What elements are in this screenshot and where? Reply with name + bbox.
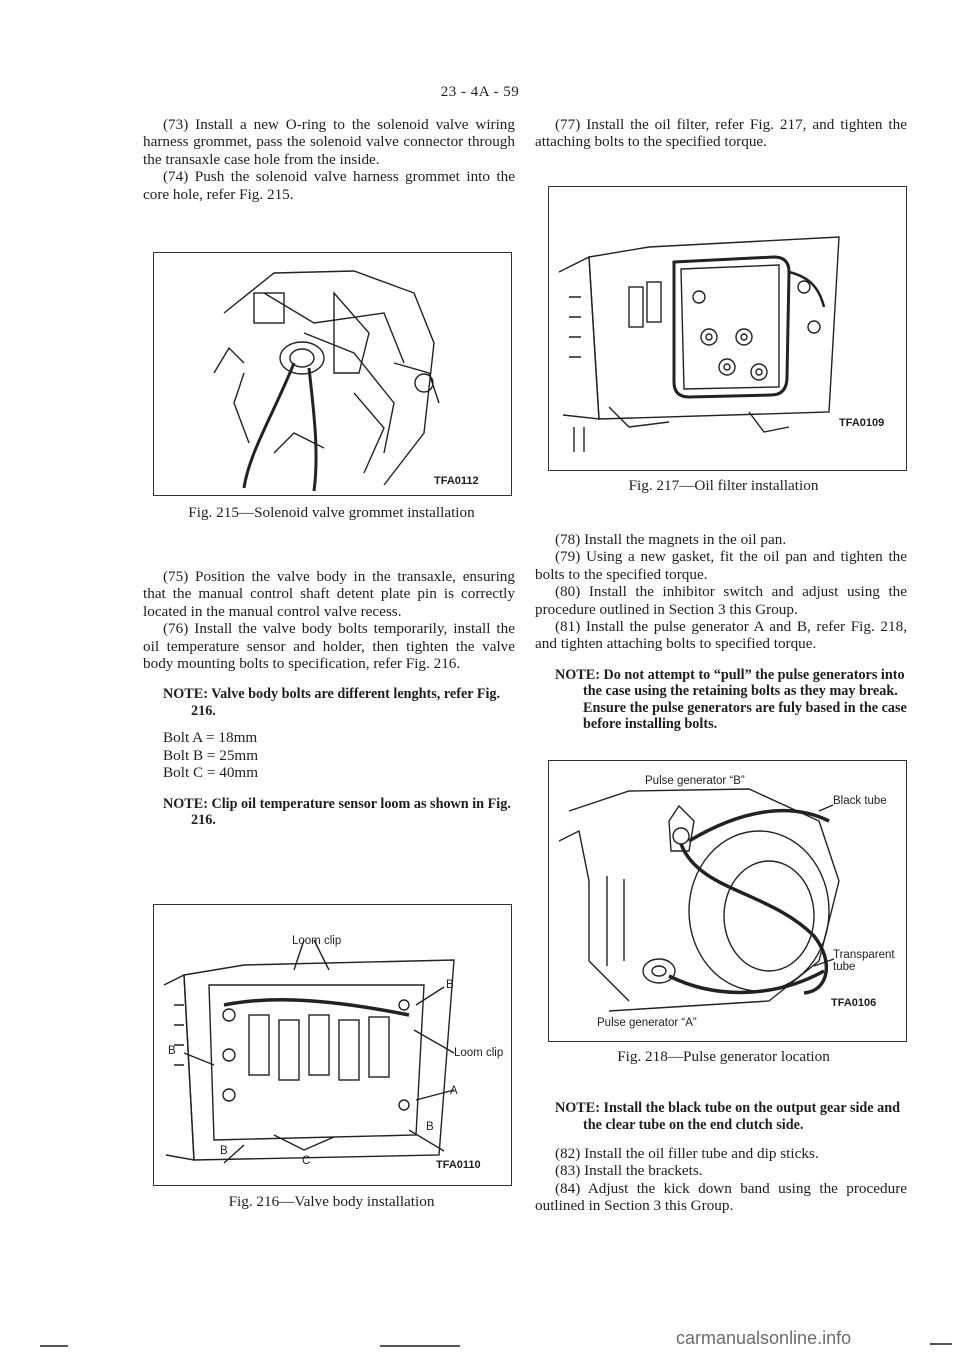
scan-mark xyxy=(380,1345,460,1347)
note-loom-clip: NOTE: Clip oil temperature sensor loom as shown in Fig. 216. xyxy=(163,795,511,829)
figure-215 xyxy=(153,252,512,496)
step-80: (80) Install the inhibitor switch and adjust using the procedure outlined in Section 3 this Group. xyxy=(535,583,907,618)
solenoid-grommet-illustration xyxy=(154,253,511,495)
figure-216 xyxy=(153,904,512,1186)
step-75: (75) Position the valve body in the transaxle, ensuring that the manual control shaft detent plate pin is correctly located in the manual control valve recess. xyxy=(143,568,515,620)
step-78: (78) Install the magnets in the oil pan. xyxy=(555,531,787,548)
scan-mark xyxy=(40,1345,68,1347)
right-column-top xyxy=(535,116,907,151)
bolt-b-label: B xyxy=(446,979,454,991)
transparent-tube-label: Transparent tube xyxy=(833,949,895,973)
bolt-b-label: B xyxy=(168,1045,176,1057)
step-74: (74) Push the solenoid valve harness grommet into the core hole, refer Fig. 215. xyxy=(143,168,515,203)
pulse-generator-a-label: Pulse generator “A” xyxy=(597,1017,697,1029)
loom-clip-label: Loom clip xyxy=(292,935,342,947)
figure-caption: Fig. 218—Pulse generator location xyxy=(617,1048,830,1065)
valve-body-illustration xyxy=(154,905,511,1185)
figure-caption: Fig. 216—Valve body installation xyxy=(228,1193,435,1210)
figure-code: TFA0106 xyxy=(831,997,877,1009)
bolt-a-label: A xyxy=(450,1085,458,1097)
note-bolt-lengths: NOTE: Valve body bolts are different lenghts, refer Fig. 216. xyxy=(163,686,501,719)
bolt-c: Bolt C = 40mm xyxy=(163,764,259,782)
step-76: (76) Install the valve body bolts temporarily, install the oil temperature sensor and holder, then tighten the valve body mounting bolts to specification, refer Fig. 216. xyxy=(143,620,515,673)
watermark: carmanualsonline.info xyxy=(676,1328,852,1348)
black-tube-label: Black tube xyxy=(833,795,887,807)
loom-clip-label: Loom clip xyxy=(454,1047,504,1059)
figure-code: TFA0110 xyxy=(436,1159,481,1171)
left-column-top xyxy=(143,116,515,203)
bolt-b-label: B xyxy=(426,1121,434,1133)
right-column-middle xyxy=(535,531,907,733)
figure-217 xyxy=(548,186,907,471)
scan-mark xyxy=(930,1343,952,1345)
step-83: (83) Install the brackets. xyxy=(555,1162,703,1180)
pulse-generator-b-label: Pulse generator “B” xyxy=(645,775,745,787)
figure-218 xyxy=(548,760,907,1042)
step-77: (77) Install the oil filter, refer Fig. 217, and tighten the attaching bolts to the specified torque. xyxy=(535,116,907,151)
figure-code: TFA0112 xyxy=(434,475,479,487)
right-column-bottom xyxy=(535,1100,907,1215)
bolt-a: Bolt A = 18mm xyxy=(163,729,258,747)
bolt-c-label: C xyxy=(302,1155,311,1167)
step-82: (82) Install the oil filler tube and dip sticks. xyxy=(555,1145,819,1162)
step-73: (73) Install a new O-ring to the solenoid valve wiring harness grommet, pass the solenoid valve connector through the transaxle case hole from the inside. xyxy=(143,116,515,168)
left-column-middle xyxy=(143,568,515,829)
note-pulse-generators: NOTE: Do not attempt to “pull” the pulse generators into the case using the retaining bolts as they may break. Ensure the pulse generators are fuly based in the case before installing bolts. xyxy=(555,666,907,733)
bolt-list xyxy=(163,729,515,781)
page-number: 23 - 4A - 59 xyxy=(440,84,520,100)
step-79: (79) Using a new gasket, fit the oil pan and tighten the bolts to the specified torque. xyxy=(535,548,907,583)
step-84: (84) Adjust the kick down band using the procedure outlined in Section 3 this Group. xyxy=(535,1179,907,1215)
figure-code: TFA0109 xyxy=(839,417,885,429)
step-81: (81) Install the pulse generator A and B, refer Fig. 218, and tighten attaching bolts to specified torque. xyxy=(535,618,907,653)
bolt-b-label: B xyxy=(220,1145,228,1157)
figure-caption: Fig. 217—Oil filter installation xyxy=(628,477,819,494)
figure-caption: Fig. 215—Solenoid valve grommet installation xyxy=(188,504,475,521)
bolt-b: Bolt B = 25mm xyxy=(163,746,259,764)
note-tube-placement: NOTE: Install the black tube on the output gear side and the clear tube on the end clutch side. xyxy=(555,1100,901,1133)
